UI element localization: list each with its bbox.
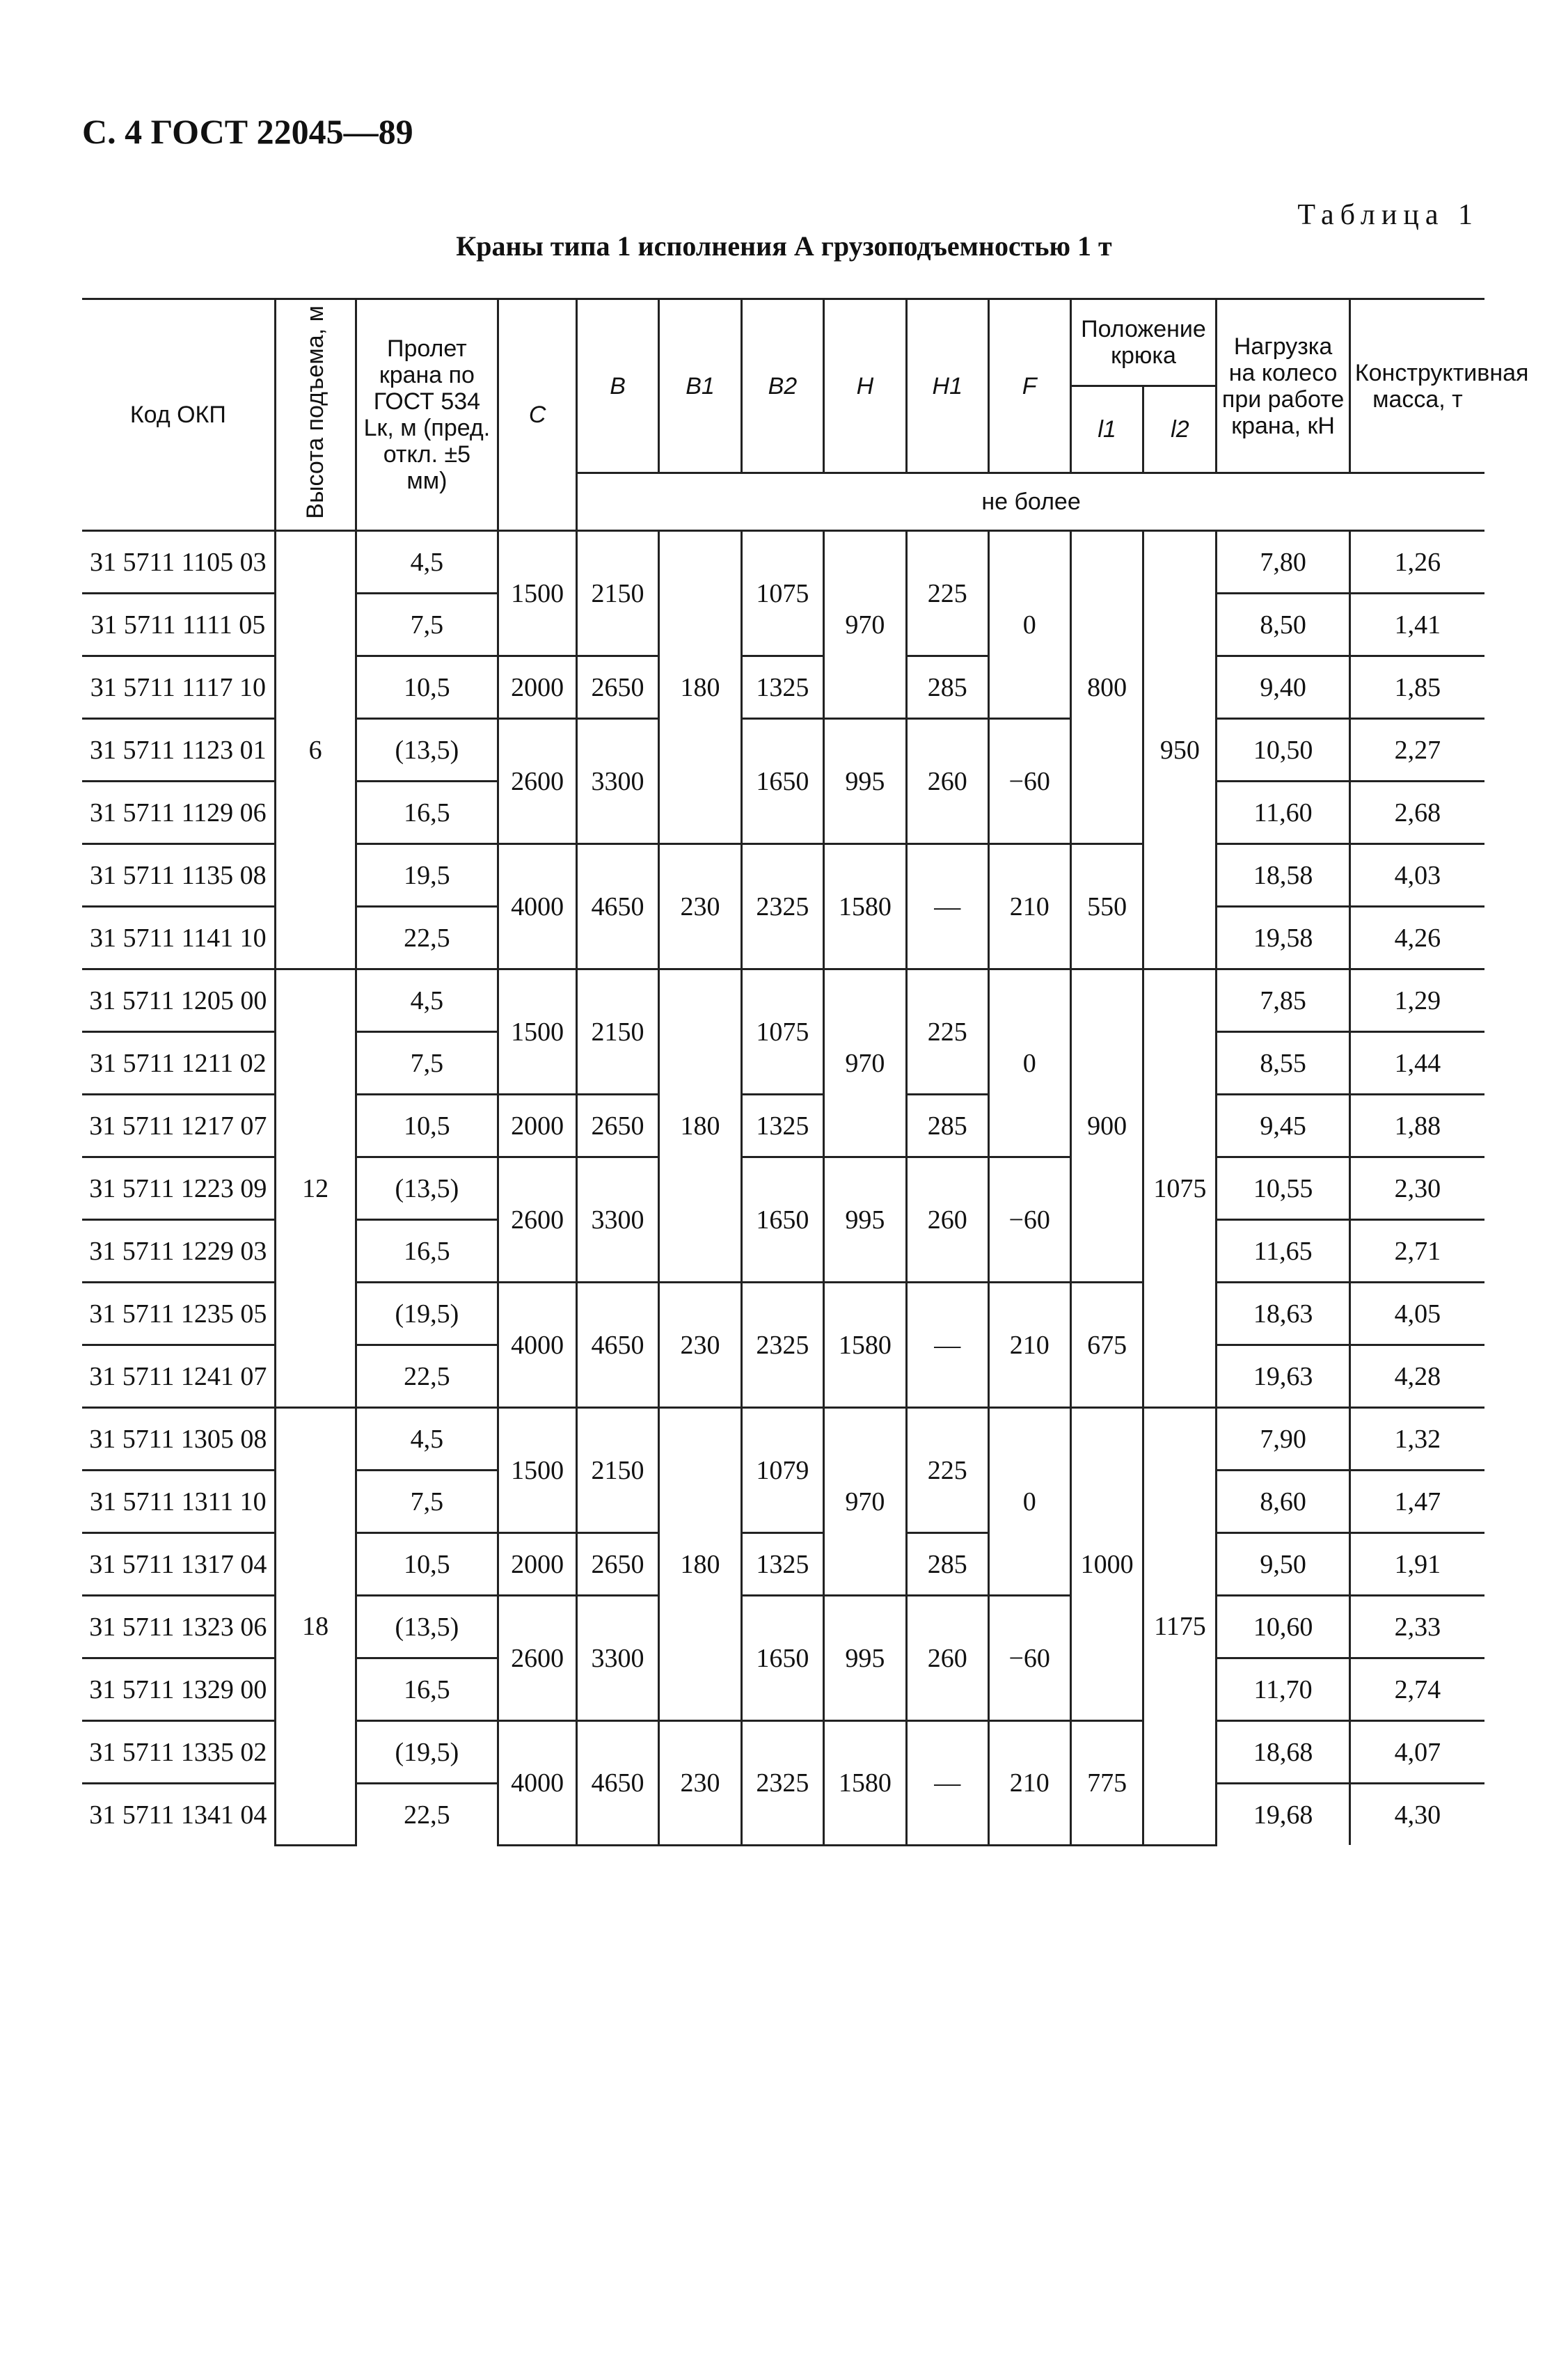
c-cell: 4000 [498,1283,577,1408]
b2-cell: 2325 [741,1283,823,1408]
mass-cell: 1,88 [1349,1095,1484,1157]
f-cell: 210 [988,844,1070,969]
mass-cell: 4,26 [1349,907,1484,969]
h-cell: 995 [823,719,906,844]
mass-cell: 4,28 [1349,1345,1484,1408]
f-cell: −60 [988,1157,1070,1283]
okp-code-cell: 31 5711 1341 04 [82,1784,275,1846]
mass-cell: 4,03 [1349,844,1484,907]
header-b: B [577,299,659,473]
table-label: Таблица 1 [1297,199,1479,231]
mass-cell: 1,91 [1349,1533,1484,1596]
b-cell: 4650 [577,1283,659,1408]
b2-cell: 1325 [741,1095,823,1157]
mass-cell: 4,05 [1349,1283,1484,1345]
f-cell: 210 [988,1283,1070,1408]
h-cell: 1580 [823,844,906,969]
b1-cell: 180 [659,969,742,1283]
b2-cell: 1079 [741,1408,823,1533]
h-cell: 995 [823,1596,906,1721]
wheel-load-cell: 18,58 [1217,844,1350,907]
mass-cell: 4,30 [1349,1784,1484,1846]
b1-cell: 180 [659,531,742,844]
wheel-load-cell: 8,55 [1217,1032,1350,1095]
mass-cell: 1,85 [1349,656,1484,719]
f-cell: −60 [988,1596,1070,1721]
table-title: Краны типа 1 исполнения А грузоподъемностью 1 т [456,230,1112,262]
header-c: C [498,299,577,531]
okp-code-cell: 31 5711 1123 01 [82,719,275,782]
l1-cell: 675 [1070,1283,1143,1408]
f-cell: −60 [988,719,1070,844]
b-cell: 3300 [577,1596,659,1721]
span-cell: 4,5 [356,531,498,594]
okp-code-cell: 31 5711 1235 05 [82,1283,275,1345]
wheel-load-cell: 10,60 [1217,1596,1350,1658]
wheel-load-cell: 18,68 [1217,1721,1350,1784]
okp-code-cell: 31 5711 1135 08 [82,844,275,907]
span-cell: (19,5) [356,1721,498,1784]
wheel-load-cell: 9,50 [1217,1533,1350,1596]
wheel-load-cell: 7,80 [1217,531,1350,594]
header-h1: H1 [906,299,988,473]
table-row [82,969,1484,1032]
span-cell: 10,5 [356,1533,498,1596]
h1-cell: 260 [906,1157,988,1283]
header-span: Пролет крана по ГОСТ 534 Lк, м (пред. откл. ±5 мм) [356,299,498,531]
h-cell: 1580 [823,1721,906,1846]
mass-cell: 4,07 [1349,1721,1484,1784]
okp-code-cell: 31 5711 1241 07 [82,1345,275,1408]
b2-cell: 2325 [741,1721,823,1846]
mass-cell: 2,33 [1349,1596,1484,1658]
mass-cell: 1,26 [1349,531,1484,594]
b-cell: 2650 [577,656,659,719]
span-cell: (13,5) [356,719,498,782]
c-cell: 4000 [498,1721,577,1846]
wheel-load-cell: 19,63 [1217,1345,1350,1408]
wheel-load-cell: 18,63 [1217,1283,1350,1345]
wheel-load-cell: 11,65 [1217,1220,1350,1283]
wheel-load-cell: 7,90 [1217,1408,1350,1471]
b2-cell: 1325 [741,1533,823,1596]
okp-code-cell: 31 5711 1335 02 [82,1721,275,1784]
f-cell: 0 [988,531,1070,719]
c-cell: 2000 [498,656,577,719]
b1-cell: 230 [659,1283,742,1408]
header-b2: B2 [741,299,823,473]
header-f: F [988,299,1070,473]
okp-code-cell: 31 5711 1111 05 [82,594,275,656]
h1-cell: 260 [906,719,988,844]
h1-cell: — [906,1283,988,1408]
b2-cell: 1075 [741,969,823,1095]
b-cell: 2150 [577,531,659,656]
h1-cell: 260 [906,1596,988,1721]
wheel-load-cell: 9,40 [1217,656,1350,719]
wheel-load-cell: 9,45 [1217,1095,1350,1157]
okp-code-cell: 31 5711 1211 02 [82,1032,275,1095]
crane-spec-table [82,298,1529,1846]
c-cell: 4000 [498,844,577,969]
wheel-load-cell: 10,50 [1217,719,1350,782]
okp-code-cell: 31 5711 1141 10 [82,907,275,969]
f-cell: 210 [988,1721,1070,1846]
header-l1: l1 [1070,386,1143,473]
h1-cell: 225 [906,531,988,656]
mass-cell: 2,68 [1349,782,1484,844]
b2-cell: 1650 [741,1596,823,1721]
c-cell: 1500 [498,531,577,656]
h-cell: 995 [823,1157,906,1283]
wheel-load-cell: 7,85 [1217,969,1350,1032]
l2-cell: 950 [1143,531,1217,969]
l1-cell: 1000 [1070,1408,1143,1721]
c-cell: 1500 [498,1408,577,1533]
header-b1: B1 [659,299,742,473]
b-cell: 3300 [577,1157,659,1283]
span-cell: 10,5 [356,656,498,719]
f-cell: 0 [988,1408,1070,1596]
b2-cell: 2325 [741,844,823,969]
okp-code-cell: 31 5711 1323 06 [82,1596,275,1658]
header-load: Нагрузка на колесо при работе крана, кН [1217,299,1350,473]
l1-cell: 800 [1070,531,1143,844]
okp-code-cell: 31 5711 1229 03 [82,1220,275,1283]
okp-code-cell: 31 5711 1317 04 [82,1533,275,1596]
wheel-load-cell: 8,50 [1217,594,1350,656]
span-cell: (13,5) [356,1596,498,1658]
lift-height-cell: 18 [275,1408,356,1846]
b-cell: 4650 [577,844,659,969]
h1-cell: — [906,844,988,969]
mass-cell: 1,44 [1349,1032,1484,1095]
b-cell: 4650 [577,1721,659,1846]
span-cell: 19,5 [356,844,498,907]
page-header: С. 4 ГОСТ 22045—89 [82,112,413,151]
okp-code-cell: 31 5711 1205 00 [82,969,275,1032]
header-height [275,299,356,531]
h1-cell: 225 [906,969,988,1095]
okp-code-cell: 31 5711 1223 09 [82,1157,275,1220]
wheel-load-cell: 11,60 [1217,782,1350,844]
b-cell: 3300 [577,719,659,844]
span-cell: (13,5) [356,1157,498,1220]
h-cell: 970 [823,531,906,719]
mass-cell: 1,29 [1349,969,1484,1032]
mass-cell: 2,30 [1349,1157,1484,1220]
f-cell: 0 [988,969,1070,1157]
span-cell: (19,5) [356,1283,498,1345]
table-row [82,531,1484,594]
table-row [82,1408,1484,1471]
b-cell: 2150 [577,969,659,1095]
mass-cell: 2,27 [1349,719,1484,782]
wheel-load-cell: 10,55 [1217,1157,1350,1220]
c-cell: 2000 [498,1533,577,1596]
span-cell: 16,5 [356,1220,498,1283]
b-cell: 2650 [577,1095,659,1157]
header-h: H [823,299,906,473]
span-cell: 16,5 [356,1658,498,1721]
okp-code-cell: 31 5711 1217 07 [82,1095,275,1157]
okp-code-cell: 31 5711 1329 00 [82,1658,275,1721]
mass-cell: 2,71 [1349,1220,1484,1283]
c-cell: 2600 [498,1157,577,1283]
c-cell: 2000 [498,1095,577,1157]
header-l2: l2 [1143,386,1217,473]
h-cell: 970 [823,969,906,1157]
mass-cell: 1,47 [1349,1471,1484,1533]
wheel-load-cell: 11,70 [1217,1658,1350,1721]
l1-cell: 775 [1070,1721,1143,1846]
span-cell: 22,5 [356,1784,498,1846]
h1-cell: 285 [906,1095,988,1157]
header-mass: Конструктивная масса, т [1349,299,1484,473]
h1-cell: 285 [906,656,988,719]
b1-cell: 230 [659,1721,742,1846]
mass-cell: 2,74 [1349,1658,1484,1721]
c-cell: 2600 [498,719,577,844]
span-cell: 7,5 [356,1032,498,1095]
b1-cell: 230 [659,844,742,969]
okp-code-cell: 31 5711 1305 08 [82,1408,275,1471]
h1-cell: — [906,1721,988,1846]
okp-code-cell: 31 5711 1129 06 [82,782,275,844]
h1-cell: 285 [906,1533,988,1596]
h1-cell: 225 [906,1408,988,1533]
c-cell: 2600 [498,1596,577,1721]
wheel-load-cell: 19,68 [1217,1784,1350,1846]
b1-cell: 180 [659,1408,742,1721]
c-cell: 1500 [498,969,577,1095]
span-cell: 7,5 [356,594,498,656]
okp-code-cell: 31 5711 1117 10 [82,656,275,719]
span-cell: 10,5 [356,1095,498,1157]
header-height-label: Высота подъема, м [302,305,329,519]
span-cell: 22,5 [356,1345,498,1408]
header-hook: Положение крюка [1070,299,1217,386]
mass-cell: 1,32 [1349,1408,1484,1471]
l1-cell: 550 [1070,844,1143,969]
mass-cell: 1,41 [1349,594,1484,656]
b-cell: 2650 [577,1533,659,1596]
span-cell: 22,5 [356,907,498,969]
okp-code-cell: 31 5711 1311 10 [82,1471,275,1533]
span-cell: 4,5 [356,969,498,1032]
h-cell: 970 [823,1408,906,1596]
b2-cell: 1075 [741,531,823,656]
l1-cell: 900 [1070,969,1143,1283]
header-code: Код ОКП [82,299,275,531]
wheel-load-cell: 19,58 [1217,907,1350,969]
b2-cell: 1650 [741,1157,823,1283]
wheel-load-cell: 8,60 [1217,1471,1350,1533]
l2-cell: 1175 [1143,1408,1217,1846]
span-cell: 7,5 [356,1471,498,1533]
header-not-more: не более [577,473,1484,531]
b2-cell: 1650 [741,719,823,844]
lift-height-cell: 6 [275,531,356,969]
span-cell: 16,5 [356,782,498,844]
h-cell: 1580 [823,1283,906,1408]
span-cell: 4,5 [356,1408,498,1471]
lift-height-cell: 12 [275,969,356,1408]
b-cell: 2150 [577,1408,659,1533]
b2-cell: 1325 [741,656,823,719]
okp-code-cell: 31 5711 1105 03 [82,531,275,594]
l2-cell: 1075 [1143,969,1217,1408]
